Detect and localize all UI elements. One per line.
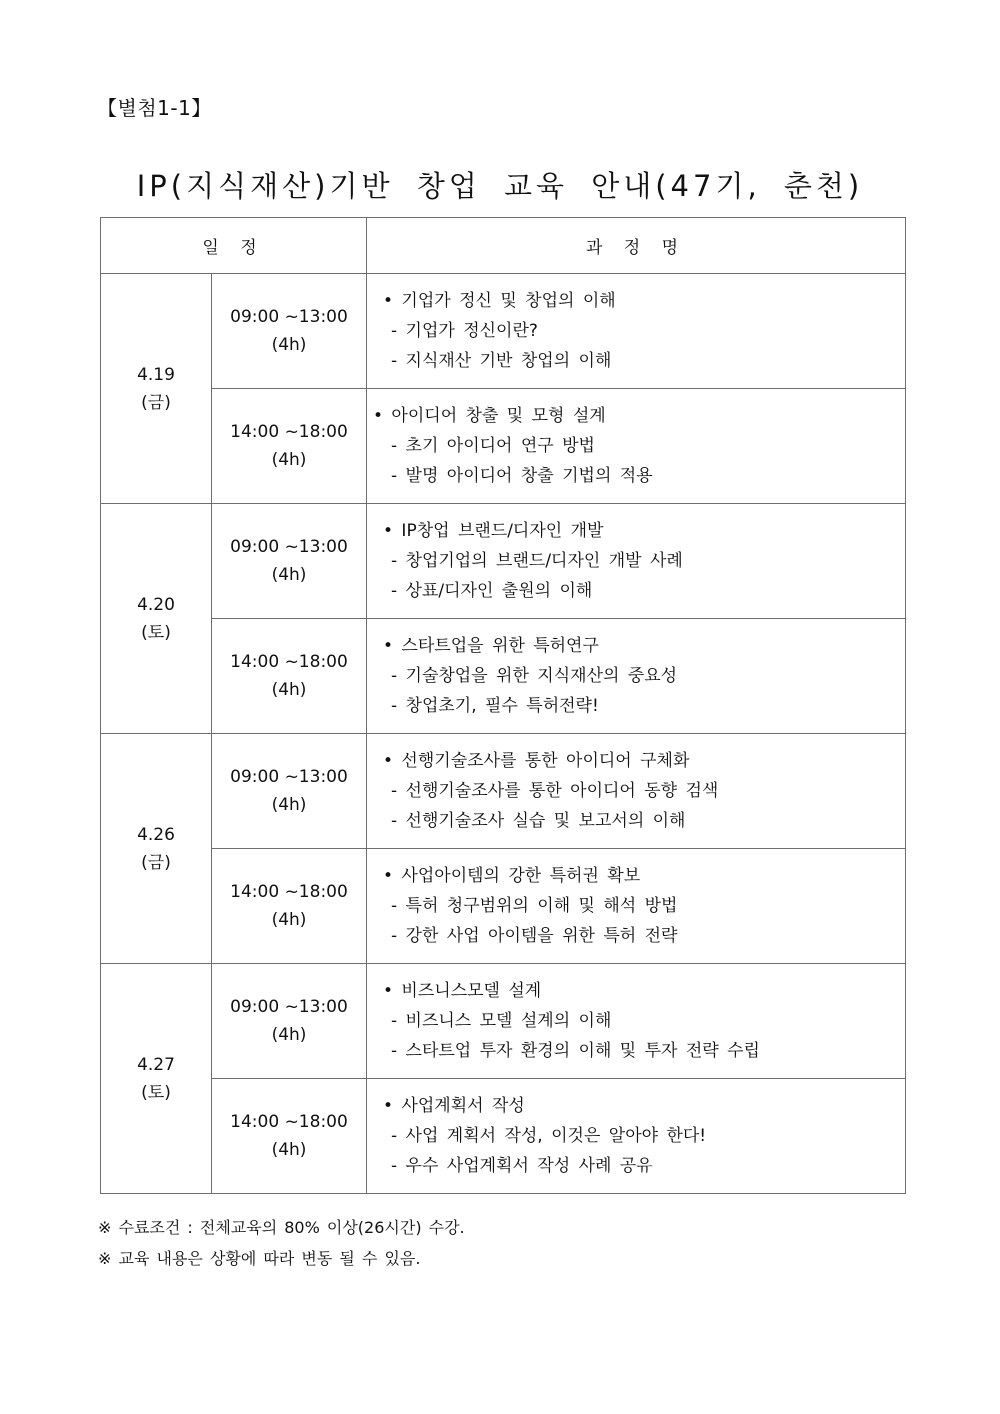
course-cell: [367, 849, 906, 964]
table-row: [101, 1079, 906, 1194]
time-range: 14:00 ~18:00: [230, 652, 348, 672]
course-item: - 초기 아이디어 연구 방법: [391, 436, 595, 456]
date-cell: [101, 504, 212, 734]
weekday: (토): [141, 1082, 171, 1103]
table-row: [101, 964, 906, 1079]
course-title: • 사업아이템의 강한 특허권 확보: [383, 866, 641, 886]
course-item: - 특허 청구범위의 이해 및 해석 방법: [391, 896, 678, 916]
course-item: - 기술창업을 위한 지식재산의 중요성: [391, 666, 678, 686]
date-cell: [101, 274, 212, 504]
schedule-table: [100, 217, 906, 1194]
course-cell: [367, 964, 906, 1079]
time-range: 09:00 ~13:00: [230, 537, 348, 557]
date-cell: [101, 734, 212, 964]
course-item: - 스타트업 투자 환경의 이해 및 투자 전략 수립: [391, 1041, 760, 1061]
duration: (4h): [271, 1140, 307, 1160]
time-cell: [212, 504, 367, 619]
course-title: • 비즈니스모델 설계: [383, 981, 542, 1001]
time-range: 09:00 ~13:00: [230, 997, 348, 1017]
date: 4.19: [137, 364, 175, 385]
time-cell: [212, 389, 367, 504]
duration: (4h): [271, 565, 307, 585]
course-cell: [367, 619, 906, 734]
time-cell: [212, 964, 367, 1079]
course-item: - 기업가 정신이란?: [391, 321, 538, 341]
course-cell: [367, 389, 906, 504]
course-title: • IP창업 브랜드/디자인 개발: [383, 521, 604, 541]
table-row: [101, 849, 906, 964]
course-item: - 지식재산 기반 창업의 이해: [391, 351, 612, 371]
course-cell: [367, 734, 906, 849]
note-change: ※ 교육 내용은 상황에 따라 변동 될 수 있음.: [98, 1249, 421, 1268]
weekday: (금): [141, 392, 171, 413]
attachment-label: 【별첨1-1】: [97, 96, 212, 120]
date: 4.26: [137, 824, 175, 845]
duration: (4h): [271, 795, 307, 815]
course-item: - 선행기술조사 실습 및 보고서의 이해: [391, 811, 686, 831]
course-cell: [367, 274, 906, 389]
course-item: - 창업초기, 필수 특허전략!: [391, 696, 599, 716]
table-row: [101, 734, 906, 849]
course-item: - 상표/디자인 출원의 이해: [391, 581, 593, 601]
course-title: • 기업가 정신 및 창업의 이해: [383, 291, 616, 311]
time-range: 09:00 ~13:00: [230, 767, 348, 787]
duration: (4h): [271, 910, 307, 930]
course-item: - 우수 사업계획서 작성 사례 공유: [391, 1156, 653, 1176]
course-title: • 사업계획서 작성: [383, 1096, 525, 1116]
duration: (4h): [271, 450, 307, 470]
header-schedule: 일 정: [101, 218, 367, 274]
date: 4.27: [137, 1054, 175, 1075]
time-range: 14:00 ~18:00: [230, 1112, 348, 1132]
table-row: [101, 389, 906, 504]
duration: (4h): [271, 1025, 307, 1045]
header-course: 과 정 명: [367, 218, 906, 274]
notes: [98, 1212, 465, 1274]
table-row: [101, 619, 906, 734]
time-cell: [212, 619, 367, 734]
time-range: 14:00 ~18:00: [230, 882, 348, 902]
course-title: • 선행기술조사를 통한 아이디어 구체화: [383, 751, 690, 771]
table-row: [101, 504, 906, 619]
course-item: - 창업기업의 브랜드/디자인 개발 사례: [391, 551, 683, 571]
duration: (4h): [271, 680, 307, 700]
course-cell: [367, 504, 906, 619]
weekday: (토): [141, 622, 171, 643]
time-range: 09:00 ~13:00: [230, 307, 348, 327]
course-item: - 강한 사업 아이템을 위한 특허 전략: [391, 926, 678, 946]
duration: (4h): [271, 335, 307, 355]
time-cell: [212, 1079, 367, 1194]
date-cell: [101, 964, 212, 1194]
date: 4.20: [137, 594, 175, 615]
weekday: (금): [141, 852, 171, 873]
course-item: - 사업 계획서 작성, 이것은 알아야 한다!: [391, 1126, 707, 1146]
time-range: 14:00 ~18:00: [230, 422, 348, 442]
page-title: IP(지식재산)기반 창업 교육 안내(47기, 춘천): [136, 169, 864, 203]
course-item: - 선행기술조사를 통한 아이디어 동향 검색: [391, 781, 719, 801]
time-cell: [212, 849, 367, 964]
note-completion: ※ 수료조건 : 전체교육의 80% 이상(26시간) 수강.: [98, 1218, 465, 1237]
course-title: • 스타트업을 위한 특허연구: [383, 636, 599, 656]
course-item: - 발명 아이디어 창출 기법의 적용: [391, 466, 653, 486]
course-cell: [367, 1079, 906, 1194]
course-item: - 비즈니스 모델 설계의 이해: [391, 1011, 612, 1031]
course-title: • 아이디어 창출 및 모형 설계: [373, 406, 606, 426]
time-cell: [212, 274, 367, 389]
table-row: [101, 274, 906, 389]
time-cell: [212, 734, 367, 849]
